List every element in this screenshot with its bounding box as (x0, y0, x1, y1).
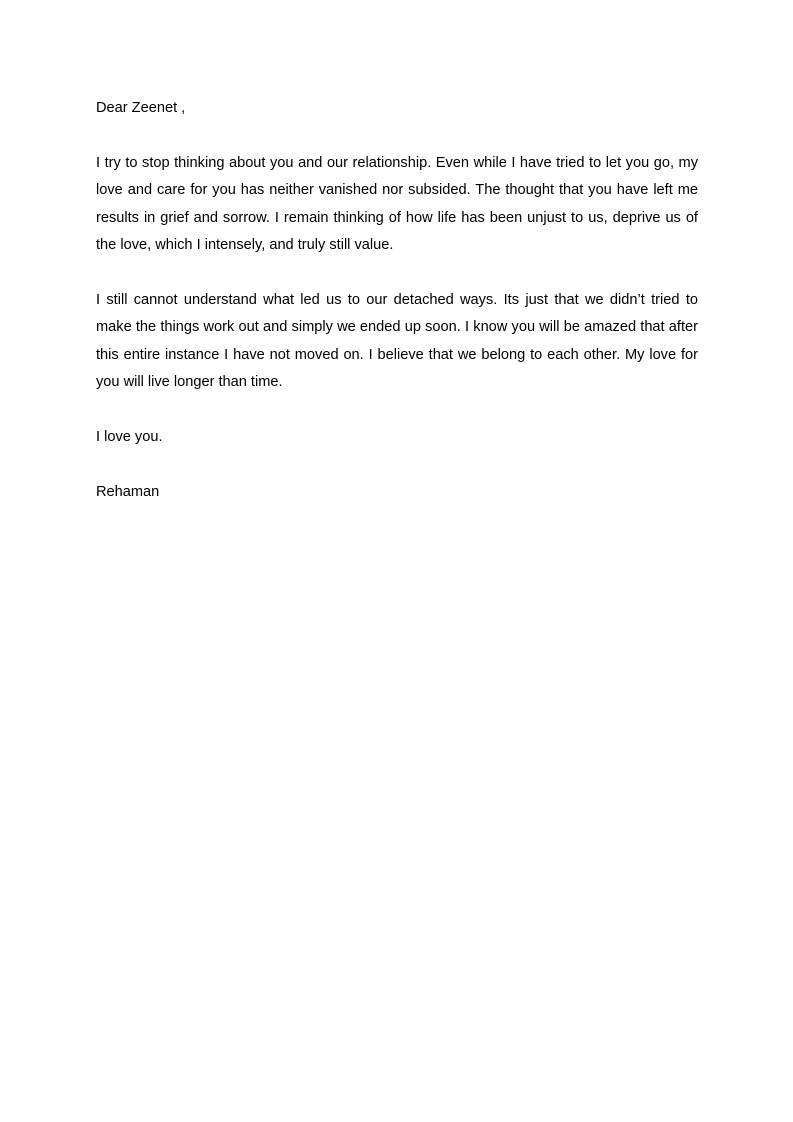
letter-signature: Rehaman (96, 483, 160, 500)
letter-paragraph-1: I try to stop thinking about you and our relationship. Even while I have tried to let you go, my love and care for you has neither vanished nor subsided. The thought that you have left me results in grief and sorrow. I remain thinking of how life has been unjust to us, deprive us of the love, which I intensely, and truly still value. (96, 154, 698, 254)
letter-body (96, 95, 698, 506)
letter-greeting: Dear Zeenet , (96, 100, 186, 116)
letter-closing: I love you. (96, 428, 163, 445)
letter-paragraph-2: I still cannot understand what led us to our detached ways. Its just that we didn’t tried to make the things work out and simply we ended up soon. I know you will be amazed that after this entire instance I have not moved on. I believe that we belong to each other. My love for you will live longer than time. (96, 291, 698, 391)
